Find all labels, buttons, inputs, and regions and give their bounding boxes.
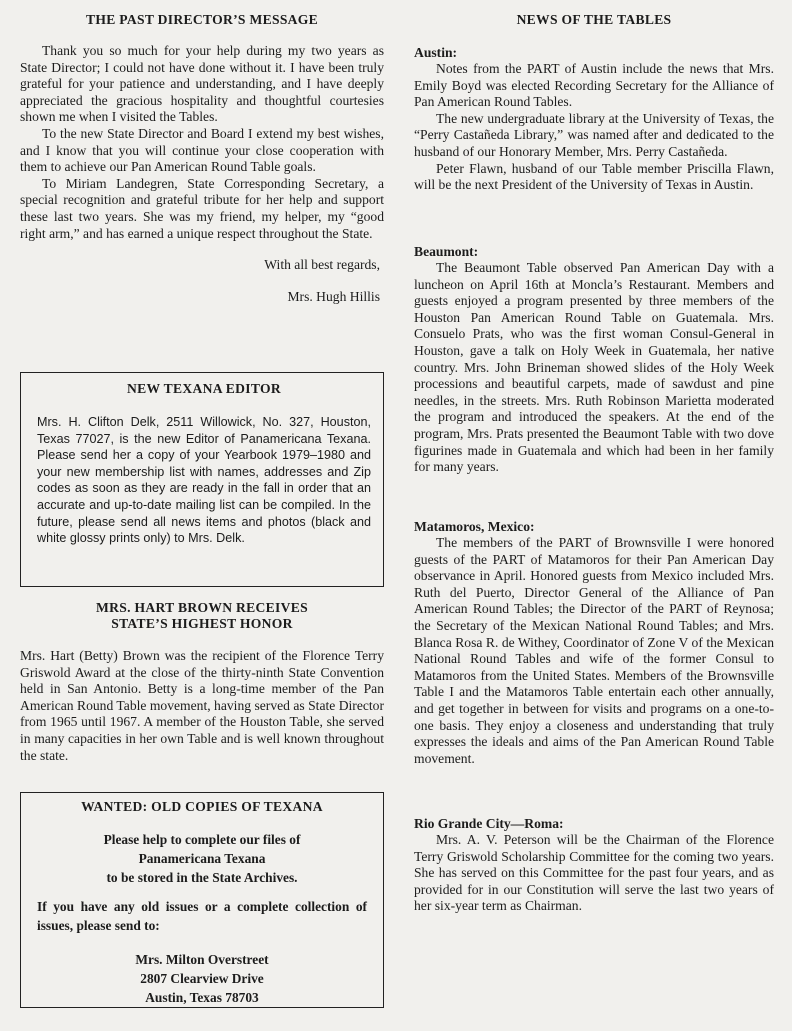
wanted-title: WANTED: OLD COPIES OF TEXANA <box>81 799 323 814</box>
rio-grande-section <box>414 816 774 915</box>
past-director-section <box>20 12 384 305</box>
address-name: Mrs. Milton Overstreet <box>135 952 269 967</box>
wanted-address <box>37 950 367 1007</box>
beaumont-heading: Beaumont: <box>414 244 479 259</box>
austin-paragraph-1: Notes from the PART of Austin include the news that Mrs. Emily Boyd was elected Recording Secretary for the Alliance of Pan American Round Tables. <box>414 61 774 110</box>
address-city: Austin, Texas 78703 <box>145 990 259 1005</box>
austin-paragraph-2: The new undergraduate library at the University of Texas, the “Perry Castañeda Library,” was named after and dedicated to the husband of our Honorary Member, Mrs. Perry Castañeda. <box>414 110 774 159</box>
beaumont-section <box>414 244 774 476</box>
matamoros-heading: Matamoros, Mexico: <box>414 519 535 534</box>
new-editor-box <box>20 372 384 587</box>
wanted-box <box>20 792 384 1008</box>
past-director-paragraph-2: To the new State Director and Board I extend my best wishes, and I know that you will continue your close cooperation with them to achieve our Pan American Round Table goals. <box>20 125 384 175</box>
matamoros-section <box>414 519 774 767</box>
rio-grande-body: Mrs. A. V. Peterson will be the Chairman of the Florence Terry Griswold Scholarship Committee for the coming two years. She has served on this Committee for the past four years, and as provided for in our Constitution will serve the last two years of her six-year term as Chairman. <box>414 832 774 914</box>
beaumont-body: The Beaumont Table observed Pan American Day with a luncheon on April 16th at Moncla’s Restaurant. Members and guests enjoyed a program presented by three members of the Houston Pan American Round Table on Guatemala. Mrs. Consuelo Prats, who was the first woman Consul-General in Houston, gave a talk on Holy Week in Guatemala, her native country. Mrs. John Brineman showed slides of the Holy Week processions and beautiful carpets, made of sawdust and pine needles, in the streets. Mrs. Ruth Robinson Marietta moderated the program and introduced the speakers. At the end of the program, Mrs. Prats presented the Beaumont Table with two dove figurines made in Guatemala and which had been in her family for many years. <box>414 260 774 475</box>
wanted-instructions: If you have any old issues or a complete collection of issues, please send to: <box>37 899 367 933</box>
austin-paragraph-3: Peter Flawn, husband of our Table member Priscilla Flawn, will be the next President of the University of Texas in Austin. <box>414 160 774 193</box>
honor-body: Mrs. Hart (Betty) Brown was the recipient of the Florence Terry Griswold Award at the close of the thirty-ninth State Convention held in San Antonio. Betty is a long-time member of the Pan American Round Table movement, having served as State Director from 1965 until 1967. A member of the Houston Table, she served in many capacities in her own Table and is well known throughout the state. <box>20 648 384 763</box>
past-director-paragraph-1: Thank you so much for your help during my two years as State Director; I could not have done without it. I have been truly grateful for your patience and understanding, and I have deeply appreciated the gracious hospitality and thoughtful courtesies shown me when I visited the Tables. <box>20 43 384 125</box>
news-title: NEWS OF THE TABLES <box>516 12 672 27</box>
matamoros-body: The members of the PART of Brownsville I were honored guests of the PART of Matamoros for their Pan American Day observance in April. Honored guests from Mexico included Mrs. Ruth del Puerto, Director General of the Alliance of Pan American Round Tables; the Director of the PART of Reynosa; the Secretary of the Mexican National Round Tables; and Mrs. Blanca Rosa R. de Withey, Coordinator of Zone V of the Mexican National Round Tables and wife of the former Consul to Matamoros from the United States. Members of the Brownsville Table I and the Matamoros Table entertain each other annually, and get together in between for visits and programs on a one-to-one basis. They enjoy a closeness and understanding that truly expresses the ideals and aims of the Pan American Round Table movement. <box>414 535 774 766</box>
wanted-request-line-1: Please help to complete our files of <box>103 832 301 847</box>
past-director-paragraph-3: To Miriam Landegren, State Corresponding Secretary, a special recognition and grateful tribute for her help and support these last two years. She was my friend, my helper, my “good right arm,” and has earned a unique respect throughout the State. <box>20 175 384 241</box>
honor-title-line-2: STATE’S HIGHEST HONOR <box>111 616 293 631</box>
past-director-title: THE PAST DIRECTOR’S MESSAGE <box>85 12 319 27</box>
address-street: 2807 Clearview Drive <box>140 971 264 986</box>
new-editor-body: Mrs. H. Clifton Delk, 2511 Willowick, No. 327, Houston, Texas 77027, is the new Editor of Panamericana Texana. Please send her a copy of your Yearbook 1979–1980 and your new membership list with names, addresses and Zip codes as soon as they are ready in the fall in order that an accurate and up-to-date mailing list can be compiled. In the future, please send all news items and photos (black and white glossy prints only) to Mrs. Delk. <box>37 415 371 546</box>
honor-title-line-1: MRS. HART BROWN RECEIVES <box>96 600 308 615</box>
wanted-request <box>37 830 367 887</box>
honor-section <box>20 600 384 764</box>
austin-heading: Austin: <box>414 45 458 60</box>
wanted-request-line-2: Panamericana Texana <box>138 851 266 866</box>
new-editor-title: NEW TEXANA EDITOR <box>127 381 281 396</box>
austin-section <box>414 45 774 194</box>
signature: Mrs. Hugh Hillis <box>287 288 380 304</box>
wanted-request-line-3: to be stored in the State Archives. <box>106 870 298 885</box>
rio-grande-heading: Rio Grande City—Roma: <box>414 816 564 831</box>
closing-line: With all best regards, <box>264 257 380 273</box>
